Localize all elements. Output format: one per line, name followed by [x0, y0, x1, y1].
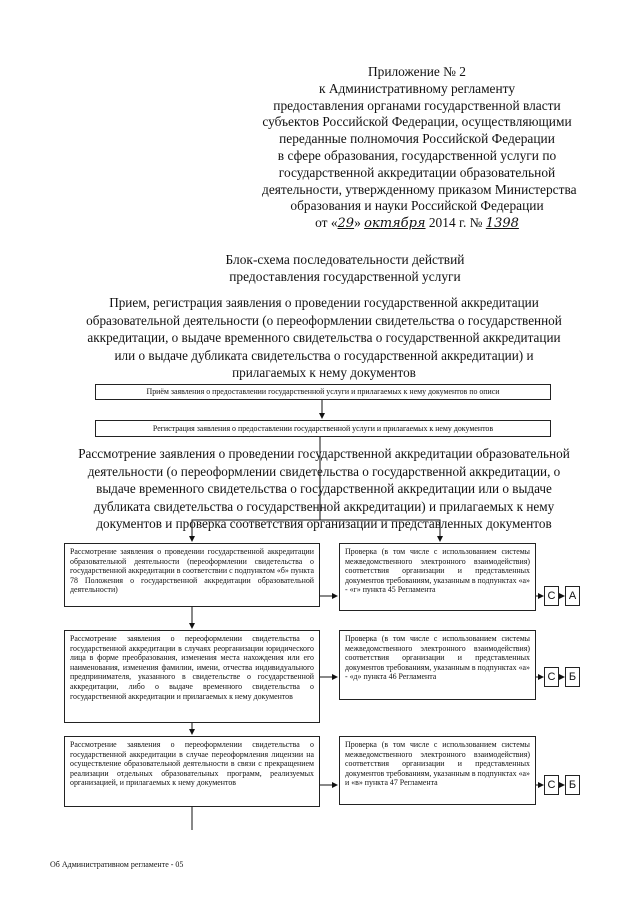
heading-line: дубликата свидетельства о государственной аккредитации) и прилагаемых к нему: [93, 498, 555, 514]
title-line: предоставления государственной услуги: [229, 269, 461, 284]
heading-line: аккредитации, о выдаче временного свидетельства о государственной аккредитации: [87, 330, 561, 345]
target-b-box: Б: [565, 775, 580, 795]
heading-line: деятельности (о переоформлении свидетельства о государственной аккредитации, о: [87, 463, 561, 479]
heading-line: Рассмотрение заявления о проведении государственной аккредитации образовательной: [78, 446, 570, 461]
appendix-line: субъектов Российской Федерации, осуществляющими: [262, 114, 572, 130]
heading-line: прилагаемых к нему документов: [232, 365, 416, 380]
heading-line: Прием, регистрация заявления о проведении государственной аккредитации: [109, 295, 539, 310]
appendix-line: переданные полномочия Российской Федерации: [279, 131, 555, 147]
title-line: Блок-схема последовательности действий: [225, 252, 465, 267]
heading-line: документов и проверка соответствия организации и представленных документов: [96, 516, 552, 531]
connector-branch-right: [320, 520, 440, 541]
step-c-box: С: [544, 586, 559, 606]
appendix-line: предоставления органами государственной власти: [273, 97, 561, 113]
review-accreditation-box: Рассмотрение заявления о проведении государственной аккредитации образовательной деятельности (переоформлении свидетельства о государственной аккредитации в соответствии с подпунктом «б» пункта 78 Положения о государственной аккредитации образовательной деятельности): [64, 543, 320, 607]
date-prefix: от «: [315, 215, 338, 231]
appendix-line: образования и науки Российской Федерации: [290, 198, 544, 214]
heading-line: образовательной деятельности (о переоформлении свидетельства о государственной: [86, 312, 562, 328]
connector-register-to-review: [192, 437, 320, 541]
check-compliance-box-47: Проверка (в том числе с использованием системы межведомственного электронного взаимодействия) соответствия организации и представленных документов требованиям, указанным в подпунктах «а» и «в» пункта 47 Регламента: [339, 736, 536, 805]
target-b-box: Б: [565, 667, 580, 687]
appendix-line: в сфере образования, государственной услуги по: [277, 147, 557, 163]
receive-application-box: Приём заявления о предоставлении государственной услуги и прилагаемых к нему документов по описи: [95, 384, 551, 400]
heading-line: выдаче временного свидетельства о государственной аккредитации или о выдаче: [96, 481, 552, 496]
register-application-box: Регистрация заявления о предоставлении государственной услуги и прилагаемых к нему документов: [95, 420, 551, 437]
step-c-box: С: [544, 775, 559, 795]
order-number: 1398: [485, 216, 519, 232]
date-month: октября: [364, 216, 426, 232]
review-reissue-reorganization-box: Рассмотрение заявления о переоформлении свидетельства о государственной аккредитации в случаях реорганизации юридического лица в форме преобразования, изменения места нахождения или его наименования, изменения фамилии, имени, отчества индивидуального предпринимателя, указанного в свидетельстве о государственной аккредитации, либо о выдаче временного свидетельства о государственной аккредитации и прилагаемых к нему документов: [64, 630, 320, 723]
date-day: 29: [337, 216, 355, 232]
heading-line: или о выдаче дубликата свидетельства о государственной аккредитации) и: [114, 347, 534, 363]
page-footer: Об Административном регламенте - 05: [50, 860, 184, 869]
target-a-box: А: [565, 586, 580, 606]
check-compliance-box-46: Проверка (в том числе с использованием системы межведомственного электронного взаимодействия) соответствия организации и представленных документов требованиям, указанным в подпунктах «а» - «д» пункта 46 Регламента: [339, 630, 536, 700]
check-compliance-box-45: Проверка (в том числе с использованием системы межведомственного электронного взаимодействия) соответствия организации и представленных документов требованиям, указанным в подпунктах «а» - «г» пункта 45 Регламента: [339, 543, 536, 611]
appendix-line: к Административному регламенту: [318, 80, 516, 96]
date-year: 2014 г. №: [425, 215, 486, 231]
appendix-line: Приложение № 2: [367, 64, 467, 79]
appendix-line: деятельности, утвержденному приказом Министерства: [262, 181, 577, 197]
date-mid: »: [354, 215, 365, 231]
appendix-line: государственной аккредитации образовательной: [278, 164, 556, 180]
review-reissue-license-box: Рассмотрение заявления о переоформлении свидетельства о государственной аккредитации в случае переоформления лицензии на осуществление образовательной деятельности в связи с прекращением реализации отдельных образовательных программ, реализуемых организацией, и прилагаемых к нему документов: [64, 736, 320, 807]
step-c-box: С: [544, 667, 559, 687]
